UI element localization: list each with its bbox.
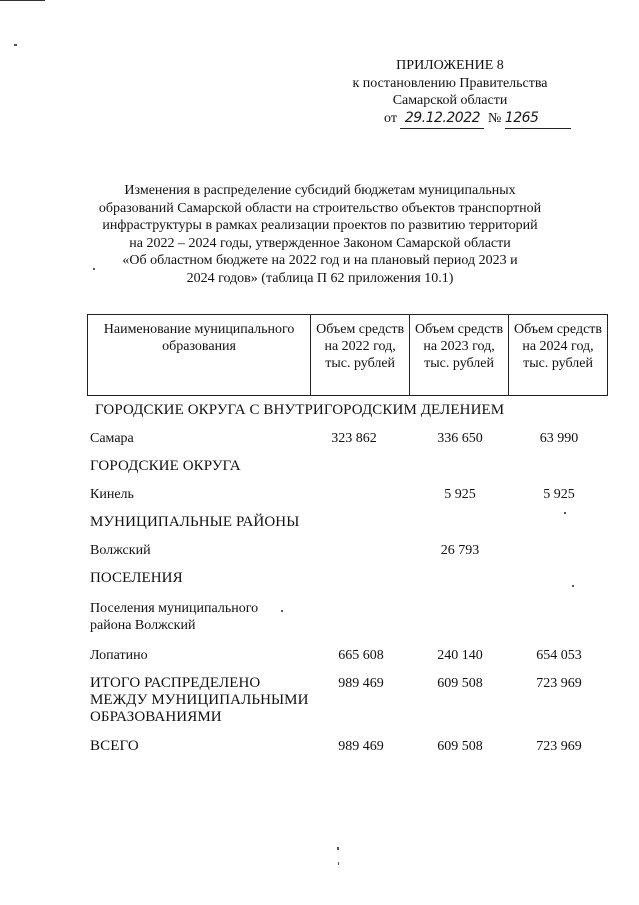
cell-2023: 26 793 [440,543,480,558]
scan-speck [14,44,17,46]
row-label: Лопатино [90,648,148,663]
scan-speck [572,585,574,587]
scan-speck [281,610,283,612]
scan-speck [564,512,566,514]
number-sign: № [487,111,502,126]
cell-2023: 5 925 [444,487,476,502]
header-2024: Объем средств на 2024 год, тыс. рублей [509,315,608,396]
cell-2024: 723 969 [536,676,582,691]
row-label: Волжский [90,543,151,558]
cell-2022: 989 469 [338,676,384,691]
section-heading: ГОРОДСКИЕ ОКРУГА [90,458,241,474]
table-header [87,314,608,396]
title-line: на 2022 – 2024 годы, утвержденное Законом Самарской области [129,235,511,251]
appendix-line-decree: к постановлению Правительства [352,76,548,91]
title-line: образований Самарской области на строительство объектов транспортной [98,200,542,216]
section-heading: ПОСЕЛЕНИЯ [90,570,183,586]
appendix-line-region: Самарской области [392,93,508,108]
row-label-grand-total: ВСЕГО [90,738,139,754]
cell-2023: 609 508 [437,676,483,691]
header-name: Наименование муниципального образования [88,315,311,396]
row-label-total-distributed: ИТОГО РАСПРЕДЕЛЕНО МЕЖДУ МУНИЦИПАЛЬНЫМИ ОБРАЗОВАНИЯМИ [90,675,309,725]
cell-2023: 240 140 [437,648,483,663]
handwritten-date: 29.12.2022 [400,108,484,129]
scan-speck [337,847,339,850]
scan-edge-line [0,0,45,1]
row-label: Кинель [90,487,134,502]
scan-speck [338,862,339,865]
appendix-title: ПРИЛОЖЕНИЕ 8 [396,58,504,73]
row-label: Самара [90,431,134,446]
header-2022: Объем средств на 2022 год, тыс. рублей [311,315,410,396]
cell-2024: 63 990 [539,431,579,446]
cell-2023: 609 508 [437,739,483,754]
cell-2022: 989 469 [338,739,384,754]
title-line: Изменения в распределение субсидий бюджетам муниципальных [124,183,516,198]
cell-2023: 336 650 [437,431,483,446]
title-line: 2024 годов» (таблица П 62 приложения 10.1) [186,270,454,286]
cell-2024: 654 053 [536,648,582,663]
appendix-date-line [384,108,571,129]
title-line: инфраструктуры в рамках реализации проектов по развитию территорий [102,218,538,233]
section-heading: МУНИЦИПАЛЬНЫЕ РАЙОНЫ [90,514,300,530]
cell-2022: 665 608 [338,648,384,663]
date-prefix: от [384,111,397,126]
title-line: «Об областном бюджете на 2022 год и на плановый период 2023 и [122,253,518,268]
cell-2024: 723 969 [536,739,582,754]
document-title [90,182,550,287]
row-label: Поселения муниципального района Волжский [90,601,259,633]
section-heading: ГОРОДСКИЕ ОКРУГА С ВНУТРИГОРОДСКИМ ДЕЛЕНИЕМ [95,402,505,418]
handwritten-number: 1265 [505,108,571,129]
cell-2024: 5 925 [543,487,575,502]
cell-2022: 323 862 [331,431,377,446]
header-2023: Объем средств на 2023 год, тыс. рублей [410,315,509,396]
